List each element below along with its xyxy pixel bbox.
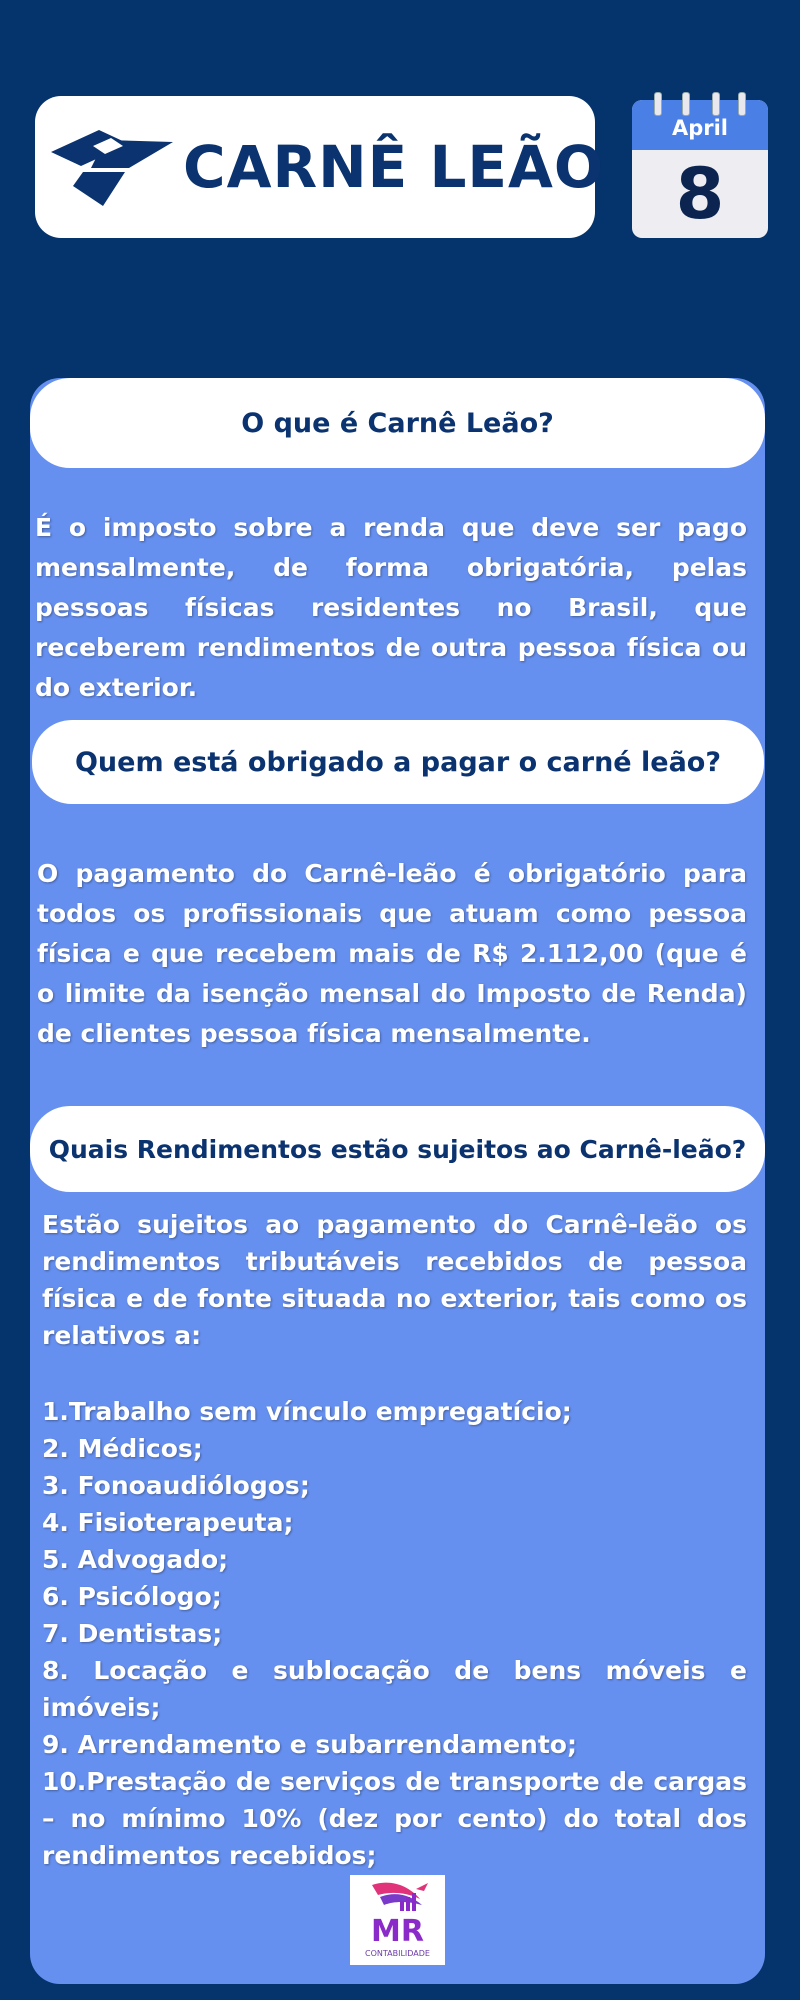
list-item: 6. Psicólogo; [42,1582,222,1611]
list-item: 9. Arrendamento e subarrendamento; [42,1730,577,1759]
calendar-ring-icon [738,92,746,116]
calendar-date [632,100,768,238]
section-heading-what-is: O que é Carnê Leão? [30,378,765,468]
logo-subtext: CONTABILIDADE [365,1949,430,1958]
calendar-ring-icon [712,92,720,116]
header-banner [35,96,605,238]
receita-federal-logo-icon [47,122,177,212]
calendar-month: April [671,116,729,140]
calendar-ring-icon [682,92,690,116]
section-body-which-income: Estão sujeitos ao pagamento do Carnê-leão os rendimentos tributáveis recebidos de pessoa física e de fonte situada no exterior, tais como os relativos a: [42,1210,747,1350]
section-body-who-must-pay: O pagamento do Carnê-leão é obrigatório para todos os profissionais que atuam como pessoa física e que recebem mais de R$ 2.112,00 (que é o limite da isenção mensal do Imposto de Renda) de clientes pessoa física mensalmente. [37,859,747,1048]
list-item: 1.Trabalho sem vínculo empregatício; [42,1397,572,1426]
list-item: 5. Advogado; [42,1545,229,1574]
mr-contabilidade-logo [350,1875,445,1965]
income-list [42,1393,747,1874]
brand-title: CARNÊ LEÃO [183,133,605,201]
logo-text: MR [371,1914,424,1949]
section-heading-who-must-pay: Quem está obrigado a pagar o carné leão? [32,720,764,804]
list-item: 3. Fonoaudiólogos; [42,1471,310,1500]
list-item: 10.Prestação de serviços de transporte de cargas – no mínimo 10% (dez por cento) do total dos rendimentos recebidos; [42,1767,747,1870]
list-item: 8. Locação e sublocação de bens móveis e imóveis; [42,1656,747,1722]
calendar-ring-icon [654,92,662,116]
calendar-day: 8 [675,153,725,235]
section-body-what-is: É o imposto sobre a renda que deve ser pago mensalmente, de forma obrigatória, pelas pessoas físicas residentes no Brasil, que receberem rendimentos de outra pessoa física ou do exterior. [35,513,747,702]
list-item: 4. Fisioterapeuta; [42,1508,294,1537]
list-item: 7. Dentistas; [42,1619,223,1648]
section-heading-which-income: Quais Rendimentos estão sujeitos ao Carnê-leão? [30,1106,765,1192]
list-item: 2. Médicos; [42,1434,203,1463]
